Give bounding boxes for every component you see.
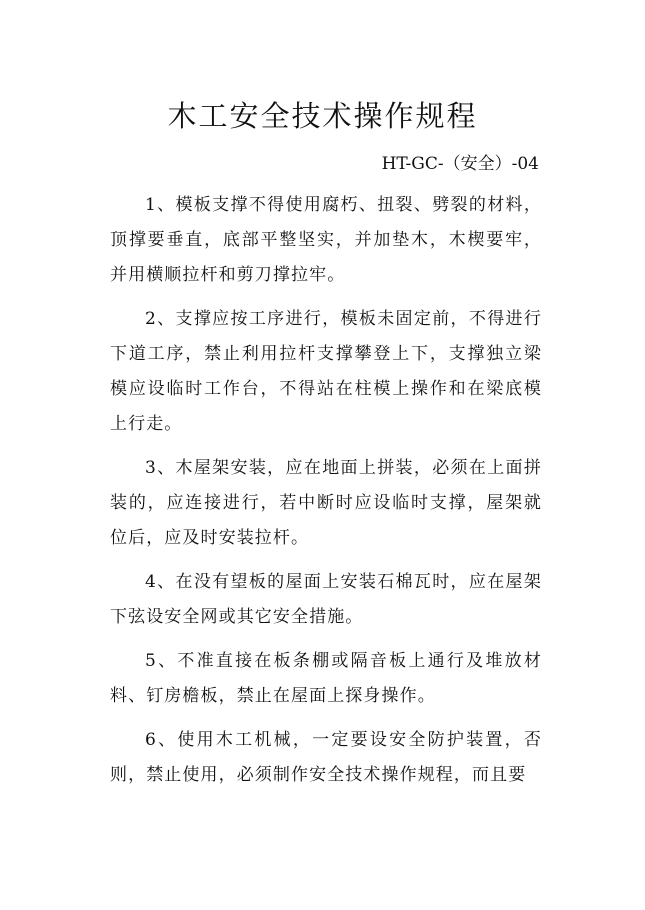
document-code: HT-GC-（安全）-04 xyxy=(381,154,539,174)
document-body xyxy=(110,188,542,802)
paragraph-2: 2、支撑应按工序进行，模板未固定前，不得进行下道工序，禁止利用拉杆支撑攀登上下，支撑独立梁模应设临时工作台，不得站在柱模上操作和在梁底模上行走。 xyxy=(110,309,542,434)
paragraph-4: 4、在没有望板的屋面上安装石棉瓦时，应在屋架下弦设安全网或其它安全措施。 xyxy=(110,572,542,627)
paragraph-6: 6、使用木工机械，一定要设安全防护装置，否则，禁止使用，必须制作安全技术操作规程，而且要 xyxy=(110,730,542,785)
paragraph-1: 1、模板支撑不得使用腐朽、扭裂、劈裂的材料，顶撑要垂直，底部平整坚实，并加垫木，木楔要牢，并用横顺拉杆和剪刀撑拉牢。 xyxy=(110,195,542,285)
document-title: 木工安全技术操作规程 xyxy=(167,99,478,133)
paragraph-3: 3、木屋架安装，应在地面上拼装，必须在上面拼装的，应连接进行，若中断时应设临时支撑，屋架就位后，应及时安装拉杆。 xyxy=(110,458,542,548)
paragraph-5: 5、不准直接在板条棚或隔音板上通行及堆放材料、钉房檐板，禁止在屋面上探身操作。 xyxy=(110,651,542,706)
